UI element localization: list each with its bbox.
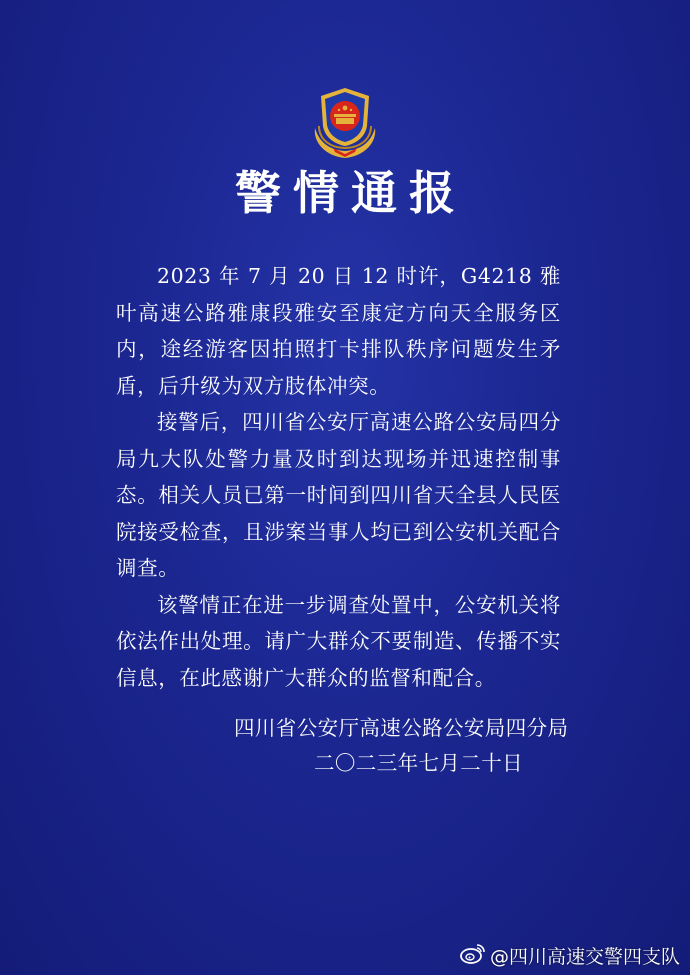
weibo-watermark xyxy=(460,942,680,969)
watermark-text: @四川高速交警四支队 xyxy=(489,946,680,968)
paragraph-2: 接警后，四川省公安厅高速公路公安局四分局九大队处警力量及时到达现场并迅速控制事态。相关人员已第一时间到四川省天全县人民医院接受检查，且涉案当事人均已到公安机关配合调查。 xyxy=(116,410,561,580)
signature-date: 二〇二三年七月二十日 xyxy=(314,751,523,775)
paragraph-1: 2023 年 7 月 20 日 12 时许，G4218 雅叶高速公路雅康段雅安至康定方向天全服务区内，途经游客因拍照打卡排队秩序问题发生矛盾，后升级为双方肢体冲突。 xyxy=(116,264,561,398)
document-body xyxy=(116,258,561,696)
weibo-icon xyxy=(460,942,486,969)
police-emblem-icon xyxy=(305,82,385,162)
document-title: 警情通报 xyxy=(235,166,467,220)
paragraph-3: 该警情正在进一步调查处置中，公安机关将依法作出处理。请广大群众不要制造、传播不实信息，在此感谢广大群众的监督和配合。 xyxy=(116,592,561,690)
signature-organization: 四川省公安厅高速公路公安局四分局 xyxy=(234,716,569,740)
